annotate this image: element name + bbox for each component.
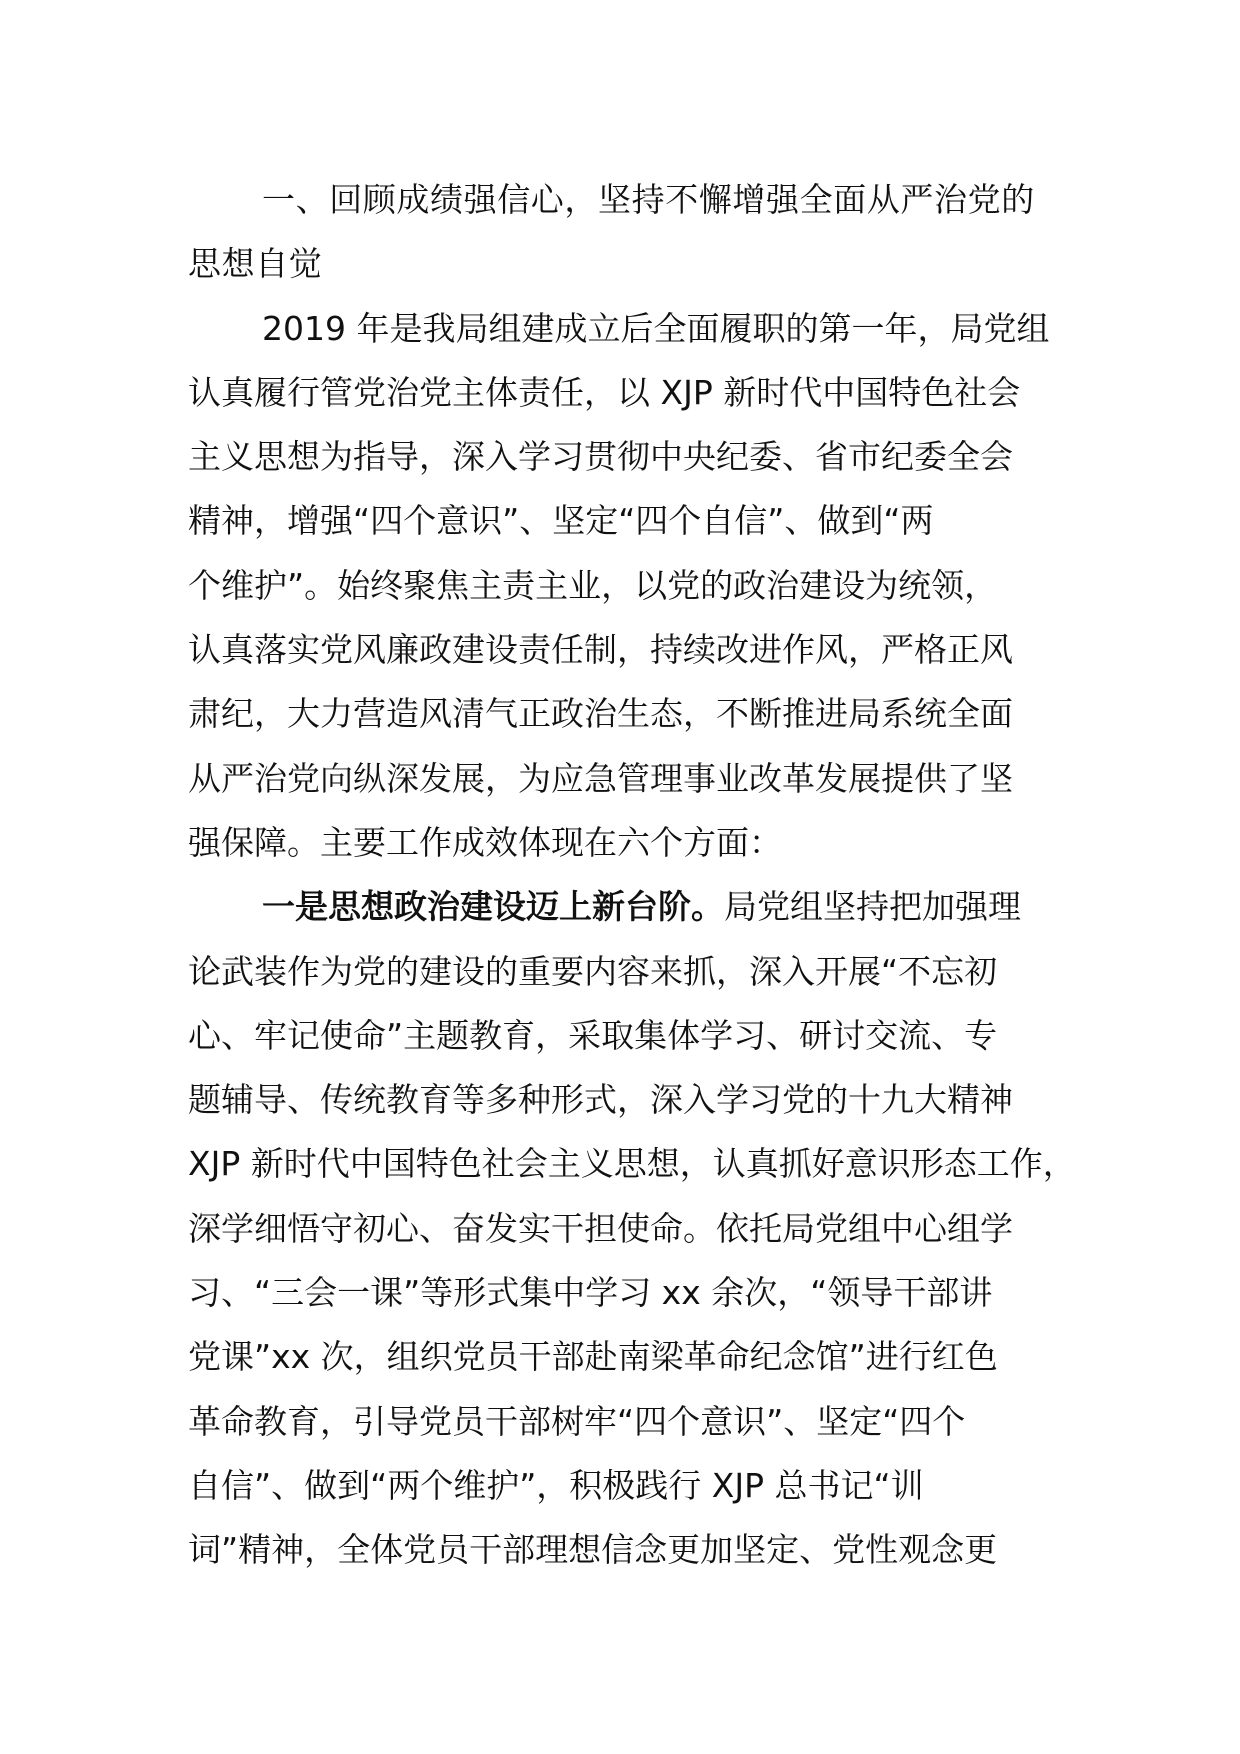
paragraph-2-line: 题辅导、传统教育等多种形式，深入学习党的十九大精神 [188, 1080, 1013, 1120]
paragraph-1-line: 个维护”。始终聚焦主责主业，以党的政治建设为统领， [188, 565, 998, 605]
paragraph-2-line: 深学细悟守初心、奋发实干担使命。依托局党组中心组学 [188, 1208, 1013, 1248]
paragraph-2 [188, 875, 1076, 1582]
paragraph-2-first-line [188, 875, 1060, 939]
paragraph-1-line: 2019 年是我局组建成立后全面履职的第一年，局党组 [262, 308, 1050, 348]
paragraph-1-line: 肃纪，大力营造风清气正政治生态，不断推进局系统全面 [188, 694, 1013, 734]
paragraph-2-line: 习、“三会一课”等形式集中学习 xx 余次，“领导干部讲 [188, 1273, 993, 1313]
paragraph-2-line: 心、牢记使命”主题教育，采取集体学习、研讨交流、专 [188, 1015, 998, 1055]
paragraph-1-line: 强保障。主要工作成效体现在六个方面： [188, 822, 782, 862]
paragraph-1-line: 精神，增强“四个意识”、坚定“四个自信”、做到“两 [188, 501, 934, 541]
paragraph-2-line: XJP 新时代中国特色社会主义思想，认真抓好意识形态工作， [188, 1144, 1076, 1184]
paragraph-1-line: 认真落实党风廉政建设责任制，持续改进作风，严格正风 [188, 630, 1013, 670]
paragraph-1-line: 主义思想为指导，深入学习贯彻中央纪委、省市纪委全会 [188, 437, 1013, 477]
paragraph-1-line: 从严治党向纵深发展，为应急管理事业改革发展提供了坚 [188, 758, 1013, 798]
paragraph-2-line: 革命教育，引导党员干部树牢“四个意识”、坚定“四个 [188, 1401, 966, 1441]
section-heading-line-1: 一、回顾成绩强信心，坚持不懈增强全面从严治党的 [262, 180, 1035, 219]
document-body [188, 168, 1076, 1583]
paragraph-2-line: 自信”、做到“两个维护”，积极践行 XJP 总书记“训 [188, 1465, 924, 1505]
paragraph-2-first-line-rest: 局党组坚持把加强理 [724, 887, 1021, 927]
paragraph-2-line: 论武装作为党的建设的重要内容来抓，深入开展“不忘初 [188, 951, 998, 991]
paragraph-1-line: 认真履行管党治党主体责任，以 XJP 新时代中国特色社会 [188, 372, 1021, 412]
section-heading-line-2: 思想自觉 [188, 244, 323, 284]
paragraph-2-line: 词”精神，全体党员干部理想信念更加坚定、党性观念更 [188, 1530, 998, 1570]
paragraph-1 [188, 297, 1060, 876]
paragraph-2-bold-lead: 一是思想政治建设迈上新台阶。 [262, 887, 724, 927]
paragraph-2-line: 党课”xx 次，组织党员干部赴南梁革命纪念馆”进行红色 [188, 1337, 998, 1377]
